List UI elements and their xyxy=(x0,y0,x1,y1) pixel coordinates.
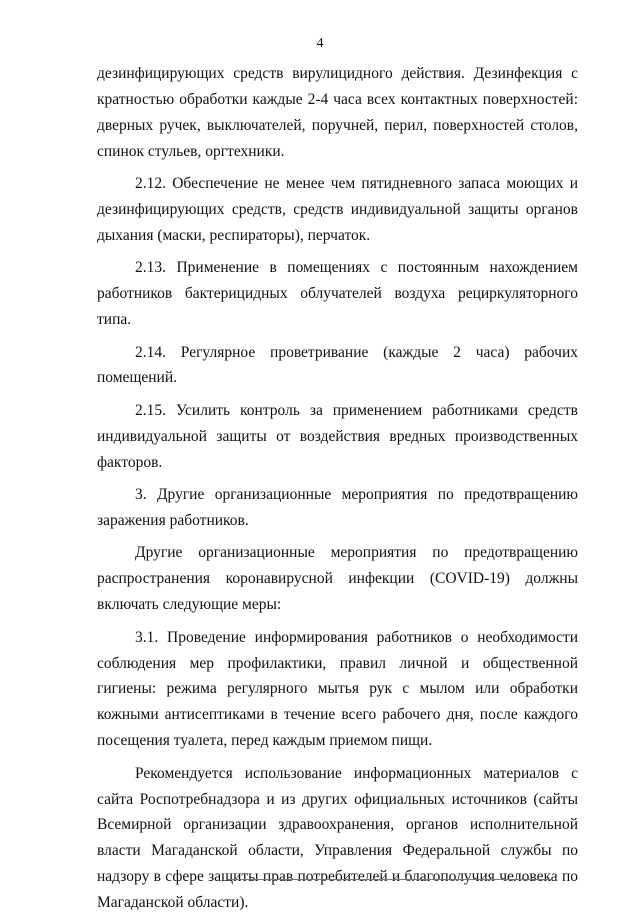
paragraph-recommendation: Рекомендуется использование информационных материалов с сайта Роспотребнадзора и из других официальных источников (сайты Всемирной организации здравоохранения, органов исполнительной власти Магаданской области, Управления Федеральной службы по надзору в сфере защиты прав потребителей и благополучия человека по Магаданской области). xyxy=(97,764,578,912)
paragraph-2-13: 2.13. Применение в помещениях с постоянным нахождением работников бактерицидных облучателей воздуха рециркуляторного типа. xyxy=(97,259,578,329)
paragraph-3-1: 3.1. Проведение информирования работников о необходимости соблюдения мер профилактики, правил личной и общественной гигиены: режима регулярного мытья рук с мылом или обработки кожными антисептиками в течение всего рабочего дня, после каждого посещения туалета, перед каждым приемом пищи. xyxy=(97,628,578,750)
paragraph-2-15: 2.15. Усилить контроль за применением работниками средств индивидуальной защиты от воздействия вредных производственных факторов. xyxy=(97,401,578,471)
paragraph-other-measures: Другие организационные мероприятия по предотвращению распространения коронавирусной инфекции (COVID-19) должны включать следующие меры: xyxy=(97,544,578,614)
page-number: 4 xyxy=(316,36,324,51)
section-3-heading: 3. Другие организационные мероприятия по предотвращению заражения работников. xyxy=(97,486,578,529)
document-body xyxy=(97,61,578,923)
paragraph-2-12: 2.12. Обеспечение не менее чем пятидневного запаса моющих и дезинфицирующих средств, средств индивидуальной защиты органов дыхания (маски, респираторы), перчаток. xyxy=(97,175,578,244)
footer-divider xyxy=(228,879,553,880)
paragraph-2-14: 2.14. Регулярное проветривание (каждые 2 часа) рабочих помещений. xyxy=(97,343,578,387)
paragraph-disinfection-continued: дезинфицирующих средств вирулицидного действия. Дезинфекция с кратностью обработки каждые 2-4 часа всех контактных поверхностей: дверных ручек, выключателей, поручней, перил, поверхностей столов, спинок стульев, оргтехники. xyxy=(97,65,578,160)
